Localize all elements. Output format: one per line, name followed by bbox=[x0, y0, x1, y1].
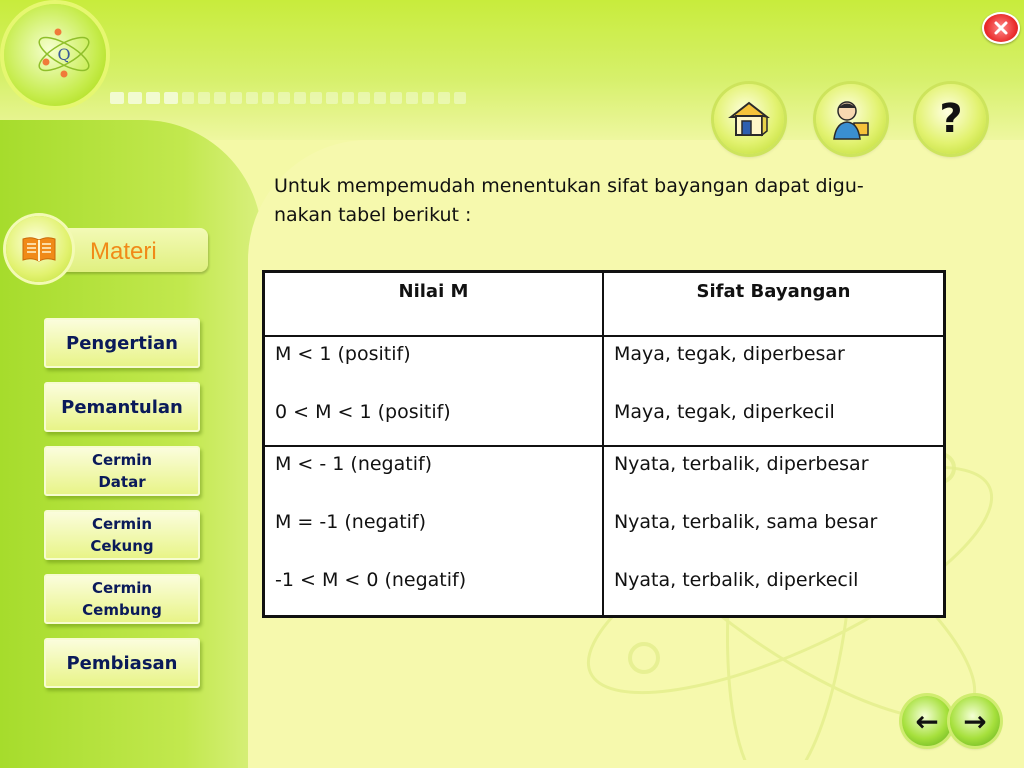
menu-pemantulan-button[interactable]: Pemantulan bbox=[44, 382, 200, 432]
svg-text:Q: Q bbox=[57, 45, 71, 64]
table-cell: M < - 1 (negatif) bbox=[275, 453, 433, 475]
menu-pengertian-button[interactable]: Pengertian bbox=[44, 318, 200, 368]
menu-cermin-datar-button[interactable]: Cermin Datar bbox=[44, 446, 200, 496]
table-header-row bbox=[264, 272, 945, 337]
table-cell: Maya, tegak, diperbesar bbox=[613, 343, 845, 365]
book-icon bbox=[19, 234, 59, 264]
help-button[interactable] bbox=[916, 84, 986, 154]
close-x-icon bbox=[993, 20, 1009, 36]
sifat-bayangan-table bbox=[262, 270, 946, 618]
column-header-nilai-m: Nilai M bbox=[264, 272, 603, 337]
teacher-icon bbox=[830, 97, 872, 141]
atom-q-logo-icon bbox=[4, 4, 106, 106]
home-button[interactable] bbox=[714, 84, 784, 154]
table-cell: Nyata, terbalik, diperkecil bbox=[613, 569, 859, 591]
table-cell: M < 1 (positif) bbox=[275, 343, 411, 365]
table-cell: Maya, tegak, diperkecil bbox=[613, 401, 835, 423]
next-button[interactable] bbox=[950, 696, 1000, 746]
table-cell: -1 < M < 0 (negatif) bbox=[275, 569, 467, 591]
materi-label: Materi bbox=[90, 238, 157, 265]
home-icon bbox=[727, 99, 771, 139]
column-header-sifat-bayangan: Sifat Bayangan bbox=[603, 272, 945, 337]
table-cell: Nyata, terbalik, diperbesar bbox=[613, 453, 869, 475]
back-arrow-icon: ← bbox=[915, 704, 939, 738]
table-row bbox=[264, 336, 945, 446]
table-row bbox=[264, 446, 945, 617]
help-icon: ? bbox=[939, 96, 963, 142]
app-logo bbox=[4, 4, 106, 106]
intro-text: Untuk mempemudah menentukan sifat bayangan dapat digu- nakan tabel berikut : bbox=[274, 175, 864, 226]
previous-button[interactable] bbox=[902, 696, 952, 746]
teacher-button[interactable] bbox=[816, 84, 886, 154]
table-cell: 0 < M < 1 (positif) bbox=[275, 401, 451, 423]
menu-pembiasan-button[interactable]: Pembiasan bbox=[44, 638, 200, 688]
table-cell: M = -1 (negatif) bbox=[275, 511, 427, 533]
table-cell: Nyata, terbalik, sama besar bbox=[613, 511, 878, 533]
menu-cermin-cembung-button[interactable]: Cermin Cembung bbox=[44, 574, 200, 624]
menu-cermin-cekung-button[interactable]: Cermin Cekung bbox=[44, 510, 200, 560]
close-button[interactable] bbox=[982, 12, 1020, 44]
progress-dashes bbox=[110, 92, 466, 104]
forward-arrow-icon: → bbox=[963, 704, 987, 738]
